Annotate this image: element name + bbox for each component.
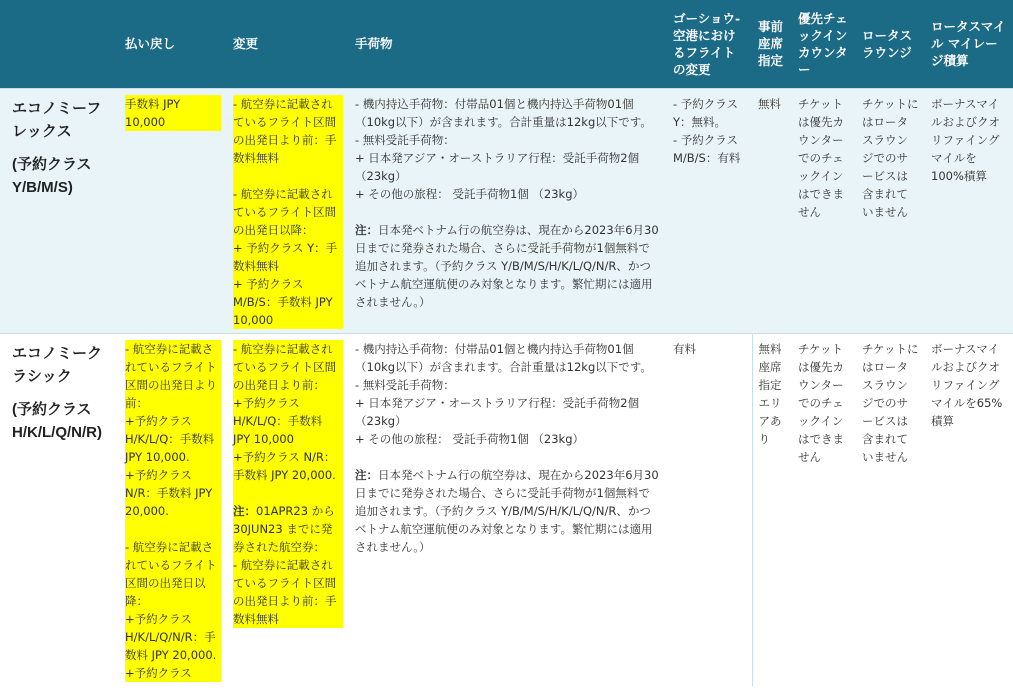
table-header-row xyxy=(0,0,1013,88)
refund-line: - 航空券に記載されているフライト区間の出発日以降： xyxy=(125,539,217,608)
refund-cell xyxy=(119,333,227,686)
change-cell xyxy=(227,88,349,333)
priority-cell: チケットは優先カウンターでのチェックインはできません xyxy=(798,96,844,219)
refund-line: +予約クラス xyxy=(125,665,192,680)
miles-cell: ボーナスマイルおよびクオリファイングマイルを65%積算 xyxy=(931,341,1003,428)
change-line: - 航空券に記載されているフライト区間の出発日以降： xyxy=(233,186,337,237)
baggage-line: - 無料受託手荷物： xyxy=(355,377,455,392)
baggage-line: + 日本発アジア・オーストラリア行程：受託手荷物2個（23kg） xyxy=(355,150,640,183)
change-line: + 予約クラス Y：手数料無料 xyxy=(233,240,338,273)
miles-cell: ボーナスマイルおよびクオリファイングマイルを100%積算 xyxy=(931,96,1000,183)
header-goshawk-change: ゴーショウ-空港におけるフライトの変更 xyxy=(673,10,741,77)
baggage-line: + その他の旅程： 受託手荷物1個 （23kg） xyxy=(355,186,585,201)
note-text: 日本発ベトナム行の航空券は、現在から2023年6月30日までに発券された場合、さらに受託手荷物が1個無料で追加されます。（予約クラス Y/B/M/S/H/K/L/Q/N/R、かつベトナム航空運航便のみ対象となります。繁忙期には適用されません。） xyxy=(355,222,659,309)
change-note-text: 01APR23 から 30JUN23 までに発券された航空券： xyxy=(233,503,335,554)
seat-cell: 無料 xyxy=(758,96,781,111)
change-line: + 予約クラス M/B/S：手数料 JPY 10,000 xyxy=(233,276,333,327)
baggage-gap xyxy=(355,203,661,221)
change-line: +予約クラス N/R：手数料 JPY 20,000. xyxy=(233,449,336,482)
refund-line: - 航空券に記載されているフライト区間の出発日より前： xyxy=(125,341,217,410)
baggage-note xyxy=(355,221,661,311)
goshawk-cell: 有料 xyxy=(673,341,696,356)
baggage-note xyxy=(355,466,661,556)
refund-gap xyxy=(125,520,221,538)
refund-line: +予約クラス H/K/L/Q/N/R：手数料 JPY 20,000. xyxy=(125,611,217,662)
note-text: 日本発ベトナム行の航空券は、現在から2023年6月30日までに発券された場合、さらに受託手荷物が1個無料で追加されます。（予約クラス Y/B/M/S/H/K/L/Q/N/R、かつベトナム航空運航便のみ対象となります。繁忙期には適用されません。） xyxy=(355,467,659,554)
change-line: - 航空券に記載されているフライト区間の出発日より前：手数料無料 xyxy=(233,96,337,165)
change-gap xyxy=(233,167,343,185)
header-baggage: 手荷物 xyxy=(355,36,393,52)
header-blank xyxy=(0,0,119,88)
change-cell xyxy=(227,333,349,686)
change-line: - 航空券に記載されているフライト区間の出発日より前：手数料無料 xyxy=(233,557,337,626)
change-line: - 航空券に記載されているフライト区間の出発日より前： xyxy=(233,341,337,392)
header-change: 変更 xyxy=(233,36,259,52)
change-gap xyxy=(233,484,343,502)
baggage-cell xyxy=(349,88,667,333)
baggage-line: + その他の旅程： 受託手荷物1個 （23kg） xyxy=(355,431,585,446)
baggage-line: - 機内持込手荷物：付帯品01個と機内持込手荷物01個（10kg以下）が含まれます。合計重量は12kg以下です。 xyxy=(355,341,652,374)
table-row xyxy=(0,88,1013,333)
lounge-cell: チケットにはロータスラウンジでのサービスは含まれていません xyxy=(862,341,919,464)
header-miles: ロータスマイル マイレージ積算 xyxy=(931,19,1006,69)
priority-cell: チケットは優先カウンターでのチェックインはできません xyxy=(798,341,844,464)
baggage-line: + 日本発アジア・オーストラリア行程：受託手荷物2個（23kg） xyxy=(355,395,640,428)
baggage-line: - 機内持込手荷物：付帯品01個と機内持込手荷物01個（10kg以下）が含まれます。合計重量は12kg以下です。 xyxy=(355,96,652,129)
header-lounge: ロータスラウンジ xyxy=(862,27,913,60)
header-refund: 払い戻し xyxy=(125,36,176,52)
goshawk-cell xyxy=(667,88,752,333)
fare-class: (予約クラス Y/B/M/S) xyxy=(12,155,92,196)
header-priority-checkin: 優先チェックインカウンター xyxy=(798,10,848,77)
change-note-label: 注： xyxy=(233,503,256,518)
change-highlight xyxy=(233,95,343,329)
fare-name: エコノミークラシック xyxy=(12,344,103,385)
fare-name-cell xyxy=(0,88,119,333)
goshawk-line: - 予約クラス M/B/S：有料 xyxy=(673,132,741,165)
refund-fee: 手数料 JPY 10,000 xyxy=(125,95,221,131)
lounge-cell: チケットにはロータスラウンジでのサービスは含まれていません xyxy=(862,96,919,219)
fare-class: (予約クラス H/K/L/Q/N/R) xyxy=(12,400,102,441)
change-note xyxy=(233,502,343,556)
fare-name: エコノミーフレックス xyxy=(12,99,102,140)
seat-cell: 無料座席指定エリアあり xyxy=(752,333,792,686)
refund-line: +予約クラス N/R：手数料 JPY 20,000. xyxy=(125,467,213,518)
table-row xyxy=(0,333,1013,686)
note-label: 注： xyxy=(355,467,378,482)
fare-name-cell xyxy=(0,333,119,686)
refund-cell xyxy=(119,88,227,333)
baggage-cell xyxy=(349,333,667,686)
refund-line: +予約クラス H/K/L/Q：手数料 JPY 10,000. xyxy=(125,413,215,464)
change-highlight xyxy=(233,340,343,628)
baggage-line: - 無料受託手荷物： xyxy=(355,132,455,147)
note-label: 注： xyxy=(355,222,378,237)
baggage-gap xyxy=(355,448,661,466)
goshawk-line: - 予約クラス Y：無料。 xyxy=(673,96,738,129)
change-line: +予約クラス H/K/L/Q：手数料 JPY 10,000 xyxy=(233,395,323,446)
refund-highlight xyxy=(125,340,221,682)
header-seat: 事前座席指定 xyxy=(758,19,784,69)
